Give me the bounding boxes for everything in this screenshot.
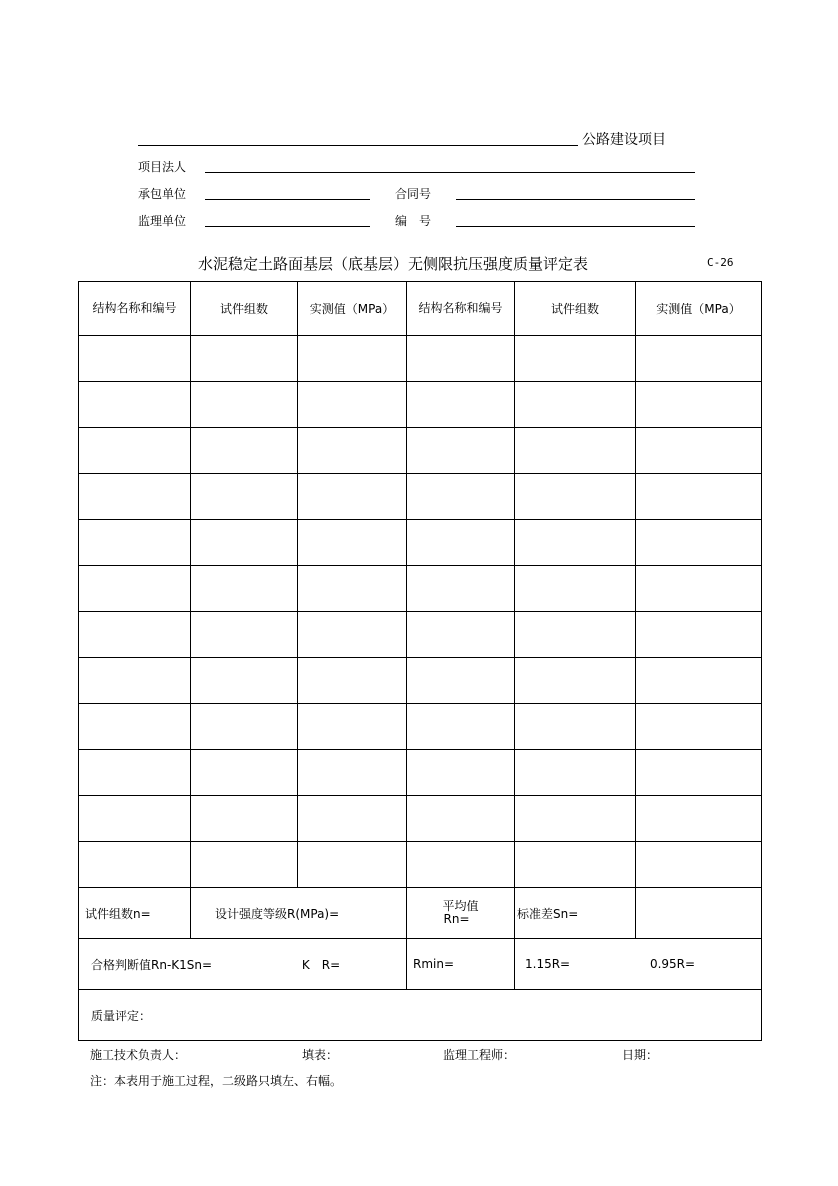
cell-measured-2[interactable] bbox=[636, 658, 762, 704]
cell-groups-2[interactable] bbox=[515, 336, 636, 382]
col-header-measured-1: 实测值（MPa） bbox=[298, 282, 407, 336]
rmin-cell[interactable]: Rmin= bbox=[407, 939, 515, 990]
cell-measured-1[interactable] bbox=[298, 428, 407, 474]
engineer-label: 监理工程师： bbox=[443, 1048, 516, 1062]
cell-groups-2[interactable] bbox=[515, 658, 636, 704]
table-row bbox=[79, 750, 762, 796]
cell-measured-1[interactable] bbox=[298, 658, 407, 704]
cell-groups-1[interactable] bbox=[191, 612, 298, 658]
cell-measured-2[interactable] bbox=[636, 428, 762, 474]
number-label: 编 号 bbox=[395, 214, 432, 228]
cell-groups-2[interactable] bbox=[515, 704, 636, 750]
cell-groups-2[interactable] bbox=[515, 566, 636, 612]
cell-measured-1[interactable] bbox=[298, 842, 407, 888]
cell-groups-1[interactable] bbox=[191, 382, 298, 428]
cell-structure-1[interactable] bbox=[79, 612, 191, 658]
cell-structure-2[interactable] bbox=[407, 842, 515, 888]
specimen-groups-cell[interactable]: 试件组数n= bbox=[79, 888, 191, 939]
cell-groups-2[interactable] bbox=[515, 612, 636, 658]
cell-structure-2[interactable] bbox=[407, 704, 515, 750]
cell-measured-1[interactable] bbox=[298, 566, 407, 612]
cell-structure-2[interactable] bbox=[407, 658, 515, 704]
summary-row-3 bbox=[79, 990, 762, 1041]
r115-label: 1.15R= bbox=[525, 957, 571, 971]
table-row bbox=[79, 428, 762, 474]
cell-measured-1[interactable] bbox=[298, 704, 407, 750]
cell-structure-1[interactable] bbox=[79, 428, 191, 474]
table-row bbox=[79, 382, 762, 428]
cell-groups-2[interactable] bbox=[515, 428, 636, 474]
table-row bbox=[79, 520, 762, 566]
cell-groups-1[interactable] bbox=[191, 336, 298, 382]
cell-structure-2[interactable] bbox=[407, 382, 515, 428]
cell-structure-2[interactable] bbox=[407, 796, 515, 842]
cell-groups-1[interactable] bbox=[191, 704, 298, 750]
col-header-structure-2: 结构名称和编号 bbox=[407, 282, 515, 336]
cell-groups-1[interactable] bbox=[191, 658, 298, 704]
cell-groups-1[interactable] bbox=[191, 520, 298, 566]
cell-structure-1[interactable] bbox=[79, 704, 191, 750]
criterion-label: 合格判断值Rn-K1Sn= bbox=[91, 957, 213, 972]
owner-label: 项目法人 bbox=[138, 160, 187, 174]
cell-structure-2[interactable] bbox=[407, 474, 515, 520]
cell-groups-1[interactable] bbox=[191, 750, 298, 796]
cell-measured-2[interactable] bbox=[636, 520, 762, 566]
table-row bbox=[79, 842, 762, 888]
filled-by-label: 填表： bbox=[302, 1048, 339, 1062]
cell-groups-1[interactable] bbox=[191, 474, 298, 520]
cell-groups-1[interactable] bbox=[191, 566, 298, 612]
cell-measured-2[interactable] bbox=[636, 704, 762, 750]
cell-structure-2[interactable] bbox=[407, 428, 515, 474]
table-row bbox=[79, 796, 762, 842]
cell-structure-1[interactable] bbox=[79, 336, 191, 382]
cell-groups-2[interactable] bbox=[515, 796, 636, 842]
cell-measured-1[interactable] bbox=[298, 612, 407, 658]
supervisor-label: 监理单位 bbox=[138, 214, 187, 228]
quality-cell[interactable]: 质量评定： bbox=[79, 990, 762, 1041]
cell-structure-1[interactable] bbox=[79, 474, 191, 520]
cell-structure-2[interactable] bbox=[407, 336, 515, 382]
cell-measured-2[interactable] bbox=[636, 382, 762, 428]
cell-groups-1[interactable] bbox=[191, 796, 298, 842]
col-header-measured-2: 实测值（MPa） bbox=[636, 282, 762, 336]
table-row bbox=[79, 658, 762, 704]
tech-lead-label: 施工技术负责人： bbox=[90, 1048, 187, 1062]
cell-groups-2[interactable] bbox=[515, 474, 636, 520]
cell-structure-1[interactable] bbox=[79, 796, 191, 842]
cell-groups-1[interactable] bbox=[191, 428, 298, 474]
cell-structure-1[interactable] bbox=[79, 566, 191, 612]
table-row bbox=[79, 474, 762, 520]
date-label: 日期： bbox=[622, 1048, 659, 1062]
col-header-structure-1: 结构名称和编号 bbox=[79, 282, 191, 336]
cell-measured-1[interactable] bbox=[298, 474, 407, 520]
cell-measured-1[interactable] bbox=[298, 336, 407, 382]
cell-structure-1[interactable] bbox=[79, 842, 191, 888]
r-factors-cell[interactable] bbox=[515, 939, 762, 990]
col-header-groups-2: 试件组数 bbox=[515, 282, 636, 336]
cell-structure-2[interactable] bbox=[407, 566, 515, 612]
cell-groups-2[interactable] bbox=[515, 520, 636, 566]
owner-field[interactable] bbox=[205, 172, 695, 173]
summary-row-1 bbox=[79, 888, 762, 939]
cell-measured-1[interactable] bbox=[298, 520, 407, 566]
number-field[interactable] bbox=[456, 226, 695, 227]
summary-row-2 bbox=[79, 939, 762, 990]
cell-measured-1[interactable] bbox=[298, 796, 407, 842]
cell-structure-2[interactable] bbox=[407, 750, 515, 796]
table-header-row bbox=[79, 282, 762, 336]
cell-measured-2[interactable] bbox=[636, 612, 762, 658]
col-header-groups-1: 试件组数 bbox=[191, 282, 298, 336]
cell-structure-1[interactable] bbox=[79, 750, 191, 796]
contractor-field[interactable] bbox=[205, 199, 370, 200]
cell-groups-1[interactable] bbox=[191, 842, 298, 888]
cell-measured-2[interactable] bbox=[636, 750, 762, 796]
cell-structure-2[interactable] bbox=[407, 612, 515, 658]
table-row bbox=[79, 704, 762, 750]
cell-groups-2[interactable] bbox=[515, 382, 636, 428]
std-dev-value-cell[interactable] bbox=[636, 888, 762, 939]
cell-groups-2[interactable] bbox=[515, 750, 636, 796]
table-row bbox=[79, 612, 762, 658]
form-code: C-26 bbox=[707, 256, 734, 269]
contractor-label: 承包单位 bbox=[138, 187, 187, 201]
mean-label: 平均值 bbox=[442, 899, 479, 913]
cell-structure-1[interactable] bbox=[79, 382, 191, 428]
std-dev-cell[interactable]: 标准差Sn= bbox=[515, 888, 636, 939]
r095-label: 0.95R= bbox=[649, 957, 696, 971]
cell-measured-2[interactable] bbox=[636, 336, 762, 382]
form-title: 水泥稳定土路面基层（底基层）无侧限抗压强度质量评定表 bbox=[198, 255, 589, 273]
cell-measured-2[interactable] bbox=[636, 796, 762, 842]
strength-table bbox=[78, 281, 762, 1041]
cell-structure-1[interactable] bbox=[79, 520, 191, 566]
cell-structure-2[interactable] bbox=[407, 520, 515, 566]
project-name-line[interactable] bbox=[138, 145, 578, 146]
k-r-label: K R= bbox=[301, 957, 341, 972]
cell-measured-1[interactable] bbox=[298, 382, 407, 428]
design-strength-cell[interactable]: 设计强度等级R(MPa)= bbox=[191, 888, 407, 939]
footnote: 注：本表用于施工过程，二级路只填左、右幅。 bbox=[90, 1074, 343, 1088]
table-row bbox=[79, 566, 762, 612]
contract-no-field[interactable] bbox=[456, 199, 695, 200]
mean-cell[interactable] bbox=[407, 888, 515, 939]
criterion-cell[interactable] bbox=[79, 939, 407, 990]
table-row bbox=[79, 336, 762, 382]
cell-measured-1[interactable] bbox=[298, 750, 407, 796]
cell-measured-2[interactable] bbox=[636, 842, 762, 888]
mean-rn-label: Rn= bbox=[443, 912, 470, 926]
supervisor-field[interactable] bbox=[205, 226, 370, 227]
cell-measured-2[interactable] bbox=[636, 474, 762, 520]
cell-groups-2[interactable] bbox=[515, 842, 636, 888]
project-suffix: 公路建设项目 bbox=[582, 132, 666, 148]
cell-measured-2[interactable] bbox=[636, 566, 762, 612]
contract-no-label: 合同号 bbox=[395, 187, 432, 201]
cell-structure-1[interactable] bbox=[79, 658, 191, 704]
